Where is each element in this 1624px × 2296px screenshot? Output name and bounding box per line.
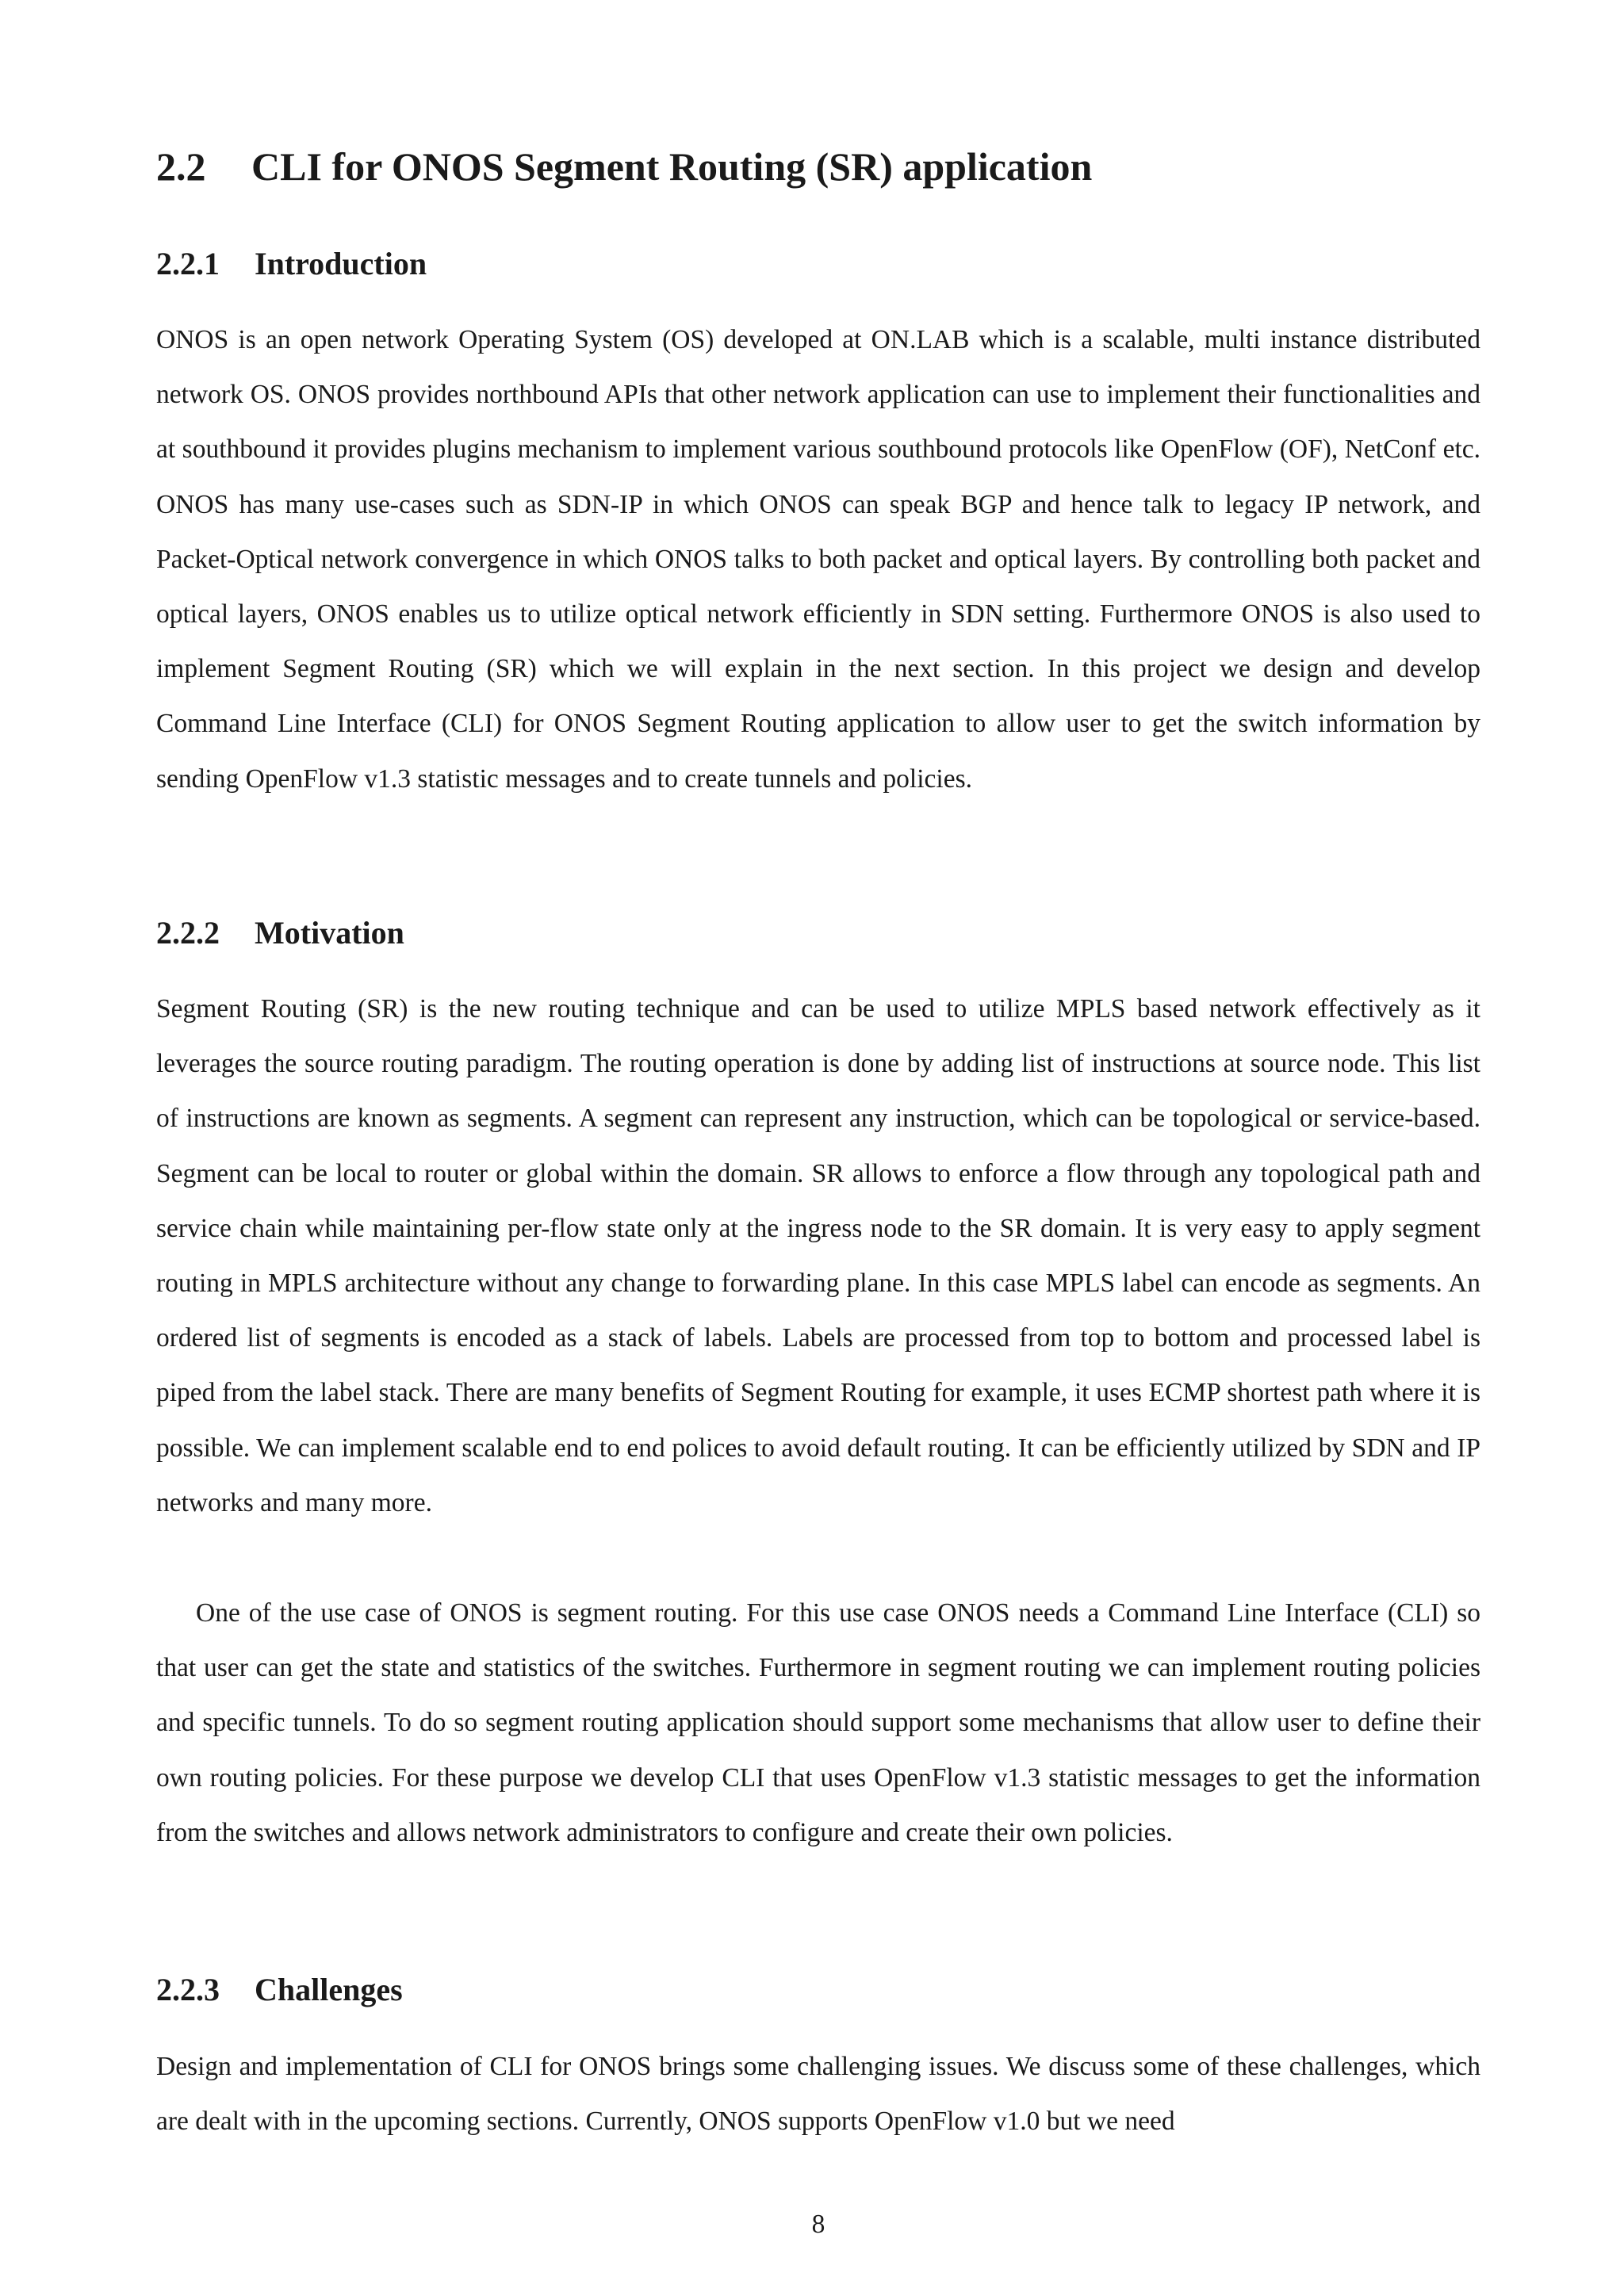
subsection-heading-challenges: [156, 1971, 403, 2009]
subsection-number: 2.2.3: [156, 1972, 220, 2007]
subsection-number: 2.2.2: [156, 915, 220, 951]
section-heading: [156, 143, 1092, 190]
subsection-title: Challenges: [255, 1972, 403, 2007]
subsection-number: 2.2.1: [156, 246, 220, 281]
section-title: CLI for ONOS Segment Routing (SR) application: [251, 144, 1093, 189]
challenges-paragraph: Design and implementation of CLI for ONOS brings some challenging issues. We discuss some of these challenges, which are dealt with in the upcoming sections. Currently, ONOS supports OpenFlow v1.0 but we need: [156, 2052, 1480, 2137]
page-number: 8: [811, 2210, 825, 2239]
document-page: [156, 0, 1480, 2296]
section-number: 2.2: [156, 144, 206, 189]
subsection-heading-motivation: [156, 914, 404, 952]
introduction-paragraph: ONOS is an open network Operating System (OS) developed at ON.LAB which is a scalable, multi instance distributed network OS. ONOS provides northbound APIs that other network application can use to implement their functionalities and at southbound it provides plugins mechanism to implement various southbound protocols like OpenFlow (OF), NetConf etc. ONOS has many use-cases such as SDN-IP in which ONOS can speak BGP and hence talk to legacy IP network, and Packet-Optical network convergence in which ONOS talks to both packet and optical layers. By controlling both packet and optical layers, ONOS enables us to utilize optical network efficiently in SDN setting. Furthermore ONOS is also used to implement Segment Routing (SR) which we will explain in the next section. In this project we design and develop Command Line Interface (CLI) for ONOS Segment Routing application to allow user to get the switch information by sending OpenFlow v1.3 statistic messages and to create tunnels and policies.: [156, 325, 1480, 794]
subsection-title: Motivation: [255, 915, 404, 951]
subsection-title: Introduction: [255, 246, 427, 281]
motivation-paragraph-1: Segment Routing (SR) is the new routing technique and can be used to utilize MPLS based network effectively as it leverages the source routing paradigm. The routing operation is done by adding list of instructions at source node. This list of instructions are known as segments. A segment can represent any instruction, which can be topological or service-based. Segment can be local to router or global within the domain. SR allows to enforce a flow through any topological path and service chain while maintaining per-flow state only at the ingress node to the SR domain. It is very easy to apply segment routing in MPLS architecture without any change to forwarding plane. In this case MPLS label can encode as segments. An ordered list of segments is encoded as a stack of labels. Labels are processed from top to bottom and processed label is piped from the label stack. There are many benefits of Segment Routing for example, it uses ECMP shortest path where it is possible. We can implement scalable end to end polices to avoid default routing. It can be efficiently utilized by SDN and IP networks and many more.: [156, 994, 1480, 1517]
motivation-paragraph-2: One of the use case of ONOS is segment routing. For this use case ONOS needs a Command Line Interface (CLI) so that user can get the state and statistics of the switches. Furthermore in segment routing we can implement routing policies and specific tunnels. To do so segment routing application should support some mechanisms that allow user to define their own routing policies. For these purpose we develop CLI that uses OpenFlow v1.3 statistic messages to get the information from the switches and allows network administrators to configure and create their own policies.: [156, 1598, 1480, 1847]
subsection-heading-introduction: [156, 245, 427, 283]
